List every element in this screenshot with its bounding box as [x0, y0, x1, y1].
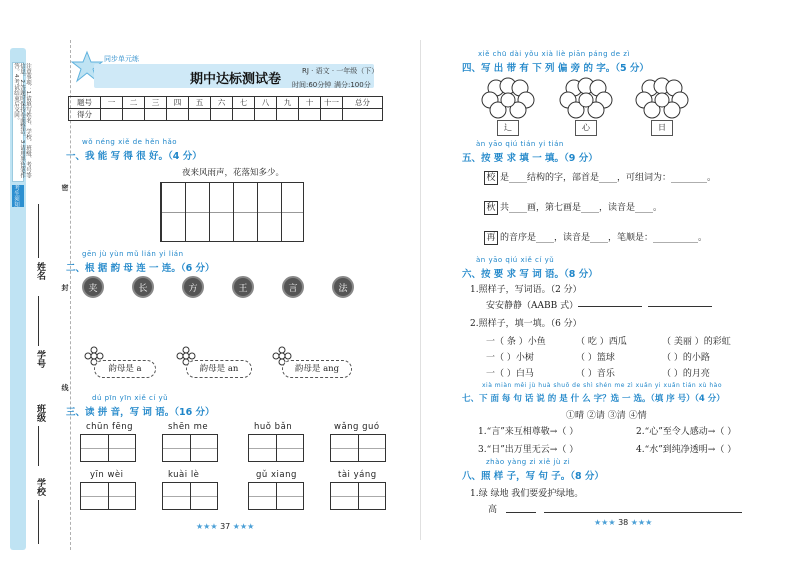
q5-line-3[interactable]	[484, 230, 707, 245]
score-table	[68, 96, 383, 121]
q3-answer-box-7[interactable]	[248, 482, 304, 510]
q5-line-3-text: 的音序是____，读音是____，笔顺是：__________。	[500, 233, 708, 243]
q2-title: 二、根 据 韵 母 连 一 连。（6 分）	[66, 263, 215, 274]
q5-char-2: 秋	[484, 201, 498, 215]
score-input-cell[interactable]	[189, 109, 211, 121]
time-label: 时间:60分钟	[292, 81, 332, 89]
q8-title: 八、照 样 子，写 句 子。（8 分）	[462, 471, 604, 482]
q2-char-4[interactable]: 王	[232, 276, 254, 298]
q7-options: ①晴 ②请 ③清 ④情	[566, 411, 647, 421]
q6-item[interactable]: （ ）篮球	[576, 353, 615, 363]
score-input-cell[interactable]	[255, 109, 277, 121]
q8-prompt: 高	[488, 505, 498, 515]
score-cell: 二	[123, 97, 145, 109]
score-cell: 十	[299, 97, 321, 109]
q6-item[interactable]: （ ）的小路	[662, 353, 710, 363]
flower-icon	[632, 76, 692, 124]
q2-char-3[interactable]: 方	[182, 276, 204, 298]
q7-item-2[interactable]: 2.“心”至令人感动→（ ）	[636, 427, 737, 437]
q3-answer-box-3[interactable]	[248, 434, 304, 462]
score-cell: 题号	[69, 97, 101, 109]
q7-pinyin: xià miàn měi jù huà shuō de shì shén me zì xuǎn yi xuǎn tián xù hào	[482, 382, 723, 389]
score-cell: 九	[277, 97, 299, 109]
q2-final-ang[interactable]: 韵母是 ang	[282, 360, 352, 378]
flower-pot-3[interactable]	[632, 76, 692, 140]
score-input-cell[interactable]	[299, 109, 321, 121]
q2-char-5[interactable]: 言	[282, 276, 304, 298]
q3-pinyin-7: gǔ xiang	[256, 470, 297, 480]
q2-final-an[interactable]: 韵母是 an	[186, 360, 252, 378]
school-field-label: 学校	[35, 478, 45, 496]
q3-answer-box-1[interactable]	[80, 434, 136, 462]
score-input-cell[interactable]	[211, 109, 233, 121]
q7-item-3[interactable]: 3.“日”出万里无云→（ ）	[478, 445, 579, 455]
q2-final-a[interactable]: 韵母是 a	[94, 360, 156, 378]
q8-example: 1.绿 绿地 我们要爱护绿地。	[470, 489, 584, 499]
score-input-cell[interactable]	[123, 109, 145, 121]
q1-title: 一、我 能 写 得 很 好。（4 分）	[66, 151, 202, 162]
q3-answer-box-4[interactable]	[330, 434, 386, 462]
q5-pinyin: àn yāo qiú tián yi tián	[476, 140, 564, 148]
score-input-cell[interactable]	[101, 109, 123, 121]
score-cell: 三	[145, 97, 167, 109]
q6-item: （ 吃 ）西瓜	[576, 337, 627, 347]
score-input-cell[interactable]	[145, 109, 167, 121]
q5-line-2[interactable]	[484, 200, 662, 215]
q3-pinyin: dú pīn yīn xiě cí yǔ	[92, 394, 169, 402]
q3-pinyin-5: yīn wèi	[90, 470, 124, 480]
q5-title: 五、按 要 求 填 一 填。（9 分）	[462, 153, 598, 164]
q6-item: （ 美丽 ）的彩虹	[662, 337, 731, 347]
series-label: 同步单元练	[104, 55, 139, 63]
cut-label-3: 线	[61, 384, 69, 391]
score-cell: 八	[255, 97, 277, 109]
name-field[interactable]	[38, 204, 39, 258]
q3-answer-box-5[interactable]	[80, 482, 136, 510]
q4-radical-1: 辶	[497, 120, 519, 136]
flower-pot-1[interactable]	[478, 76, 538, 140]
q8-answer-word[interactable]	[506, 512, 536, 513]
q6-sub1-answer-2[interactable]	[648, 306, 712, 307]
q3-title: 三、读 拼 音，写 词 语。（16 分）	[66, 407, 215, 418]
flower-icon	[478, 76, 538, 124]
page-title: 期中达标测试卷	[190, 72, 282, 87]
q2-char-6[interactable]: 法	[332, 276, 354, 298]
q7-title: 七、下 面 每 句 话 说 的 是 什 么 字？选 一 选。（填 序 号）（4 分）	[462, 394, 725, 404]
q6-title: 六、按 要 求 写 词 语。（8 分）	[462, 269, 598, 280]
score-label: 满分:100分	[334, 81, 371, 89]
q6-item: 一（ 条 ）小鱼	[486, 337, 546, 347]
q2-pinyin: gēn jù yùn mǔ lián yi lián	[82, 250, 184, 258]
score-cell: 六	[211, 97, 233, 109]
q8-pinyin: zhào yàng zi xiě jù zi	[486, 458, 571, 466]
q1-pinyin: wǒ néng xiě de hěn hǎo	[82, 138, 178, 146]
q2-char-1[interactable]: 夹	[82, 276, 104, 298]
score-cell: 四	[167, 97, 189, 109]
q5-char-1: 校	[484, 171, 498, 185]
flower-icon	[556, 76, 616, 124]
cut-label-1: 密	[61, 184, 69, 191]
q8-answer-sentence[interactable]	[544, 512, 742, 513]
score-input-cell[interactable]	[343, 109, 383, 121]
binding-margin	[0, 0, 69, 566]
score-cell: 一	[101, 97, 123, 109]
q3-pinyin-1: chūn fēng	[86, 422, 134, 432]
q6-sub1: 1.照样子，写词语。（2 分）	[470, 285, 582, 295]
notice-tab	[12, 185, 24, 207]
score-input-cell[interactable]	[233, 109, 255, 121]
score-cell: 得分	[69, 109, 101, 121]
q5-line-1-text: 是____结构的字，部首是____，可组词为：________。	[500, 173, 717, 183]
q7-item-4[interactable]: 4.“水”到纯净透明→（ ）	[636, 445, 737, 455]
q4-radical-3: 日	[651, 120, 673, 136]
page-number-left: ★★★ 37 ★★★	[196, 522, 255, 531]
q3-pinyin-8: tài yáng	[338, 470, 377, 480]
q3-pinyin-2: shēn me	[168, 422, 209, 432]
q1-writing-grid[interactable]	[160, 182, 304, 242]
notice-tab-label: 考生须知	[13, 185, 19, 207]
q7-item-1[interactable]: 1.“言”来互相尊敬→（ ）	[478, 427, 579, 437]
page-number-left-value: 37	[220, 522, 231, 531]
score-cell: 总分	[343, 97, 383, 109]
score-cell: 十一	[321, 97, 343, 109]
cut-label-2: 封	[61, 284, 69, 291]
score-table-header-row	[69, 97, 383, 109]
edition-label: RJ · 语文 · 一年级（下）	[302, 67, 379, 75]
instructions-text: 注意事项：1.请填写姓名、学校、班级、考号等信息。2.答题时保持卷面整洁。3.请用黑色笔作答。4.考试结束后交回。	[13, 63, 31, 179]
q3-answer-box-2[interactable]	[162, 434, 218, 462]
q6-item[interactable]: 一（ ）白马	[486, 369, 534, 379]
id-field[interactable]	[38, 296, 39, 346]
q6-item[interactable]: （ ）音乐	[576, 369, 615, 379]
school-field[interactable]	[38, 500, 39, 544]
name-field-label: 姓名	[35, 262, 45, 280]
q3-pinyin-6: kuài lè	[168, 470, 200, 480]
q4-pinyin: xiě chū dài yǒu xià liè piān páng de zì	[478, 50, 630, 58]
q4-radical-2: 心	[575, 120, 597, 136]
class-field[interactable]	[38, 426, 39, 466]
id-field-label: 学号	[35, 350, 45, 368]
q3-pinyin-4: wǎng guó	[334, 422, 380, 432]
q6-sub1-answer-1[interactable]	[578, 306, 642, 307]
q5-line-1[interactable]	[484, 170, 716, 185]
q3-pinyin-3: huǒ bǎn	[254, 422, 293, 432]
q4-title: 四、写 出 带 有 下 列 偏 旁 的 字。（5 分）	[462, 63, 649, 74]
q6-item[interactable]: （ ）的月亮	[662, 369, 710, 379]
q6-sub1-example: 安安静静（AABB 式）	[486, 301, 579, 311]
page-number-right-value: 38	[618, 518, 629, 527]
q6-pinyin: àn yāo qiú xiě cí yǔ	[476, 256, 555, 264]
score-input-cell[interactable]	[277, 109, 299, 121]
q5-char-3: 再	[484, 231, 498, 245]
q3-answer-box-8[interactable]	[330, 482, 386, 510]
flower-pot-2[interactable]	[556, 76, 616, 140]
score-table-score-row	[69, 109, 383, 121]
score-input-cell[interactable]	[321, 109, 343, 121]
q5-line-2-text: 共____画，第七画是____，读音是____。	[500, 203, 663, 213]
q2-char-2[interactable]: 长	[132, 276, 154, 298]
page-divider	[420, 40, 421, 540]
q6-sub2: 2.照样子，填一填。（6 分）	[470, 319, 582, 329]
q6-item[interactable]: 一（ ）小树	[486, 353, 534, 363]
score-input-cell[interactable]	[167, 109, 189, 121]
q3-answer-box-6[interactable]	[162, 482, 218, 510]
score-cell: 七	[233, 97, 255, 109]
score-cell: 五	[189, 97, 211, 109]
instructions-box	[12, 62, 31, 182]
q1-poem: 夜来风雨声，花落知多少。	[182, 168, 285, 178]
page-number-right: ★★★ 38 ★★★	[594, 518, 653, 527]
class-field-label: 班级	[35, 404, 45, 422]
